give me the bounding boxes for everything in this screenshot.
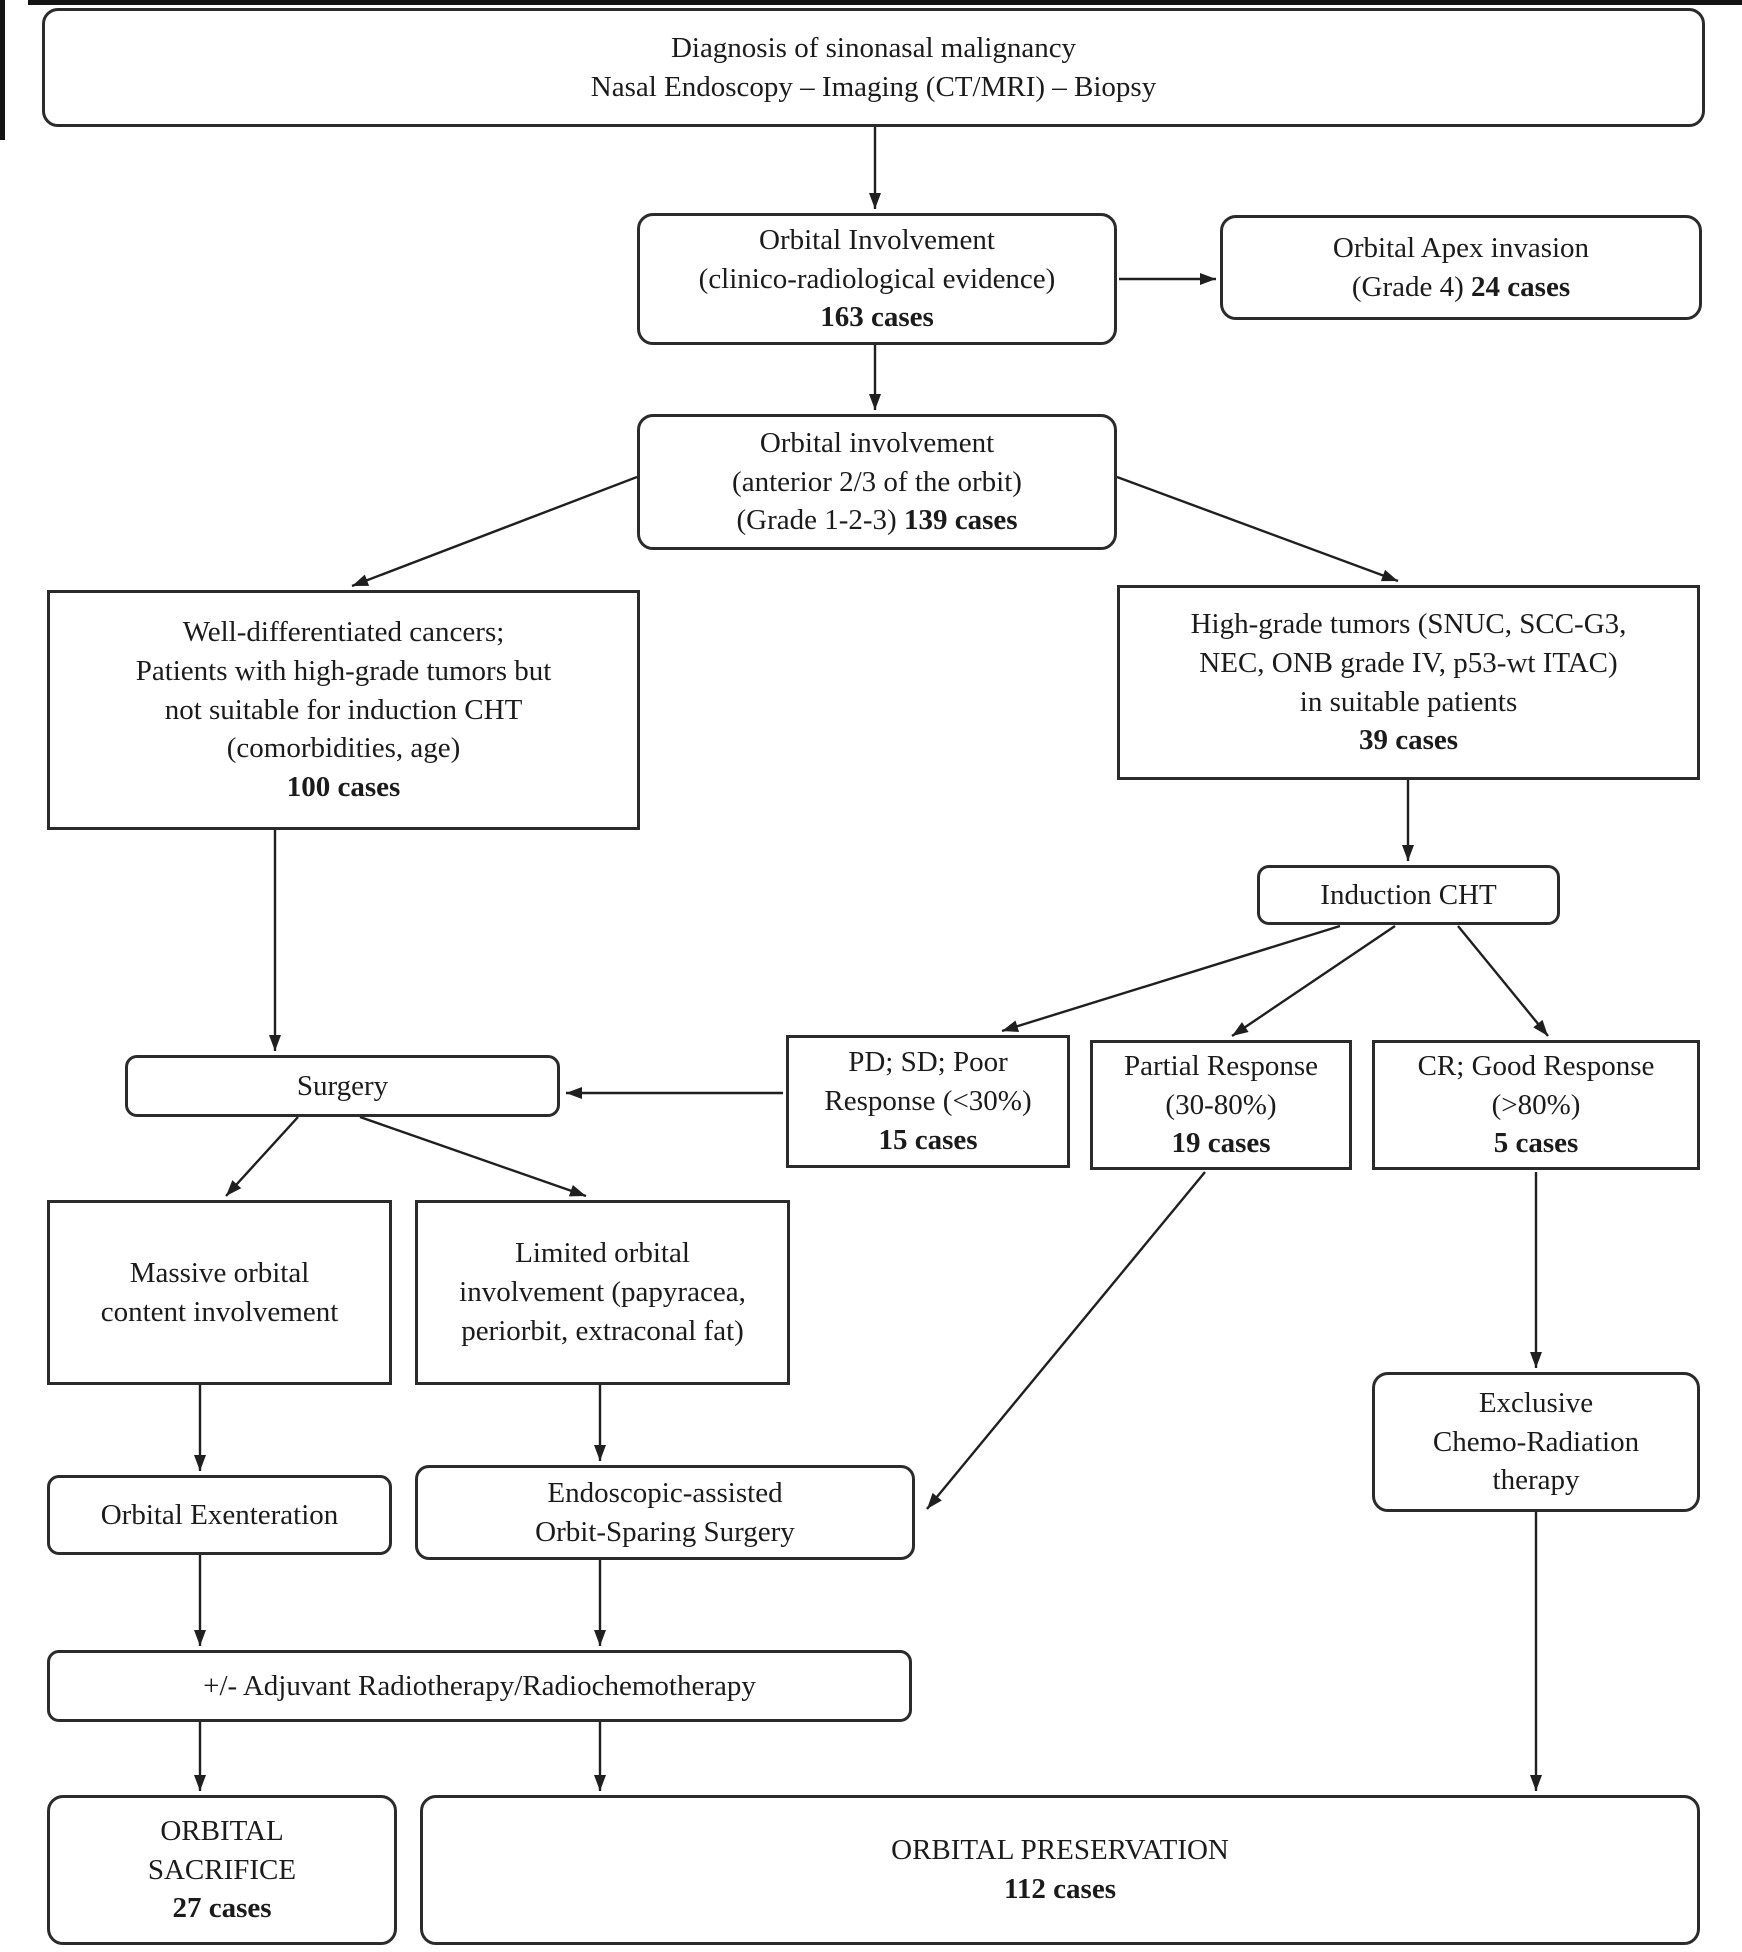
arrow-anterior-to-well-differentiated (352, 477, 637, 586)
orbital-apex-title: Orbital Apex invasion (1332, 231, 1590, 264)
arrow-anterior-to-high-grade (1117, 477, 1398, 581)
scan-artifact-left-edge (0, 0, 5, 140)
poor-response-line2: Response (<30%) (824, 1085, 1032, 1118)
limited-orbital-line3: periorbit, extraconal fat) (461, 1314, 744, 1347)
induction-cht-box (1257, 865, 1560, 925)
arrow-surgery-to-massive (226, 1117, 298, 1196)
orbital-sacrifice-box (47, 1795, 397, 1945)
diagnosis-title: Diagnosis of sinonasal malignancy (670, 31, 1077, 64)
arrow-induction-to-poor-response (1002, 926, 1340, 1031)
arrow-induction-to-partial-response (1232, 926, 1395, 1036)
orbital-exenteration-label: Orbital Exenteration (100, 1498, 339, 1531)
orbital-anterior-box (637, 414, 1117, 550)
orbital-preservation-cases: 112 cases (1004, 1873, 1116, 1905)
endoscopic-surgery-box (415, 1465, 915, 1560)
orbital-involvement-box (637, 213, 1117, 345)
partial-response-box (1090, 1040, 1352, 1170)
well-differentiated-line2: Patients with high-grade tumors but (135, 654, 552, 687)
partial-response-cases: 19 cases (1171, 1127, 1271, 1160)
exclusive-crt-box (1372, 1372, 1700, 1512)
high-grade-line2: NEC, ONB grade IV, p53-wt ITAC) (1199, 646, 1618, 679)
orbital-apex-grade: (Grade 4) (1351, 270, 1464, 303)
orbital-involvement-title: Orbital Involvement (759, 223, 995, 256)
good-response-line2: (>80%) (1491, 1088, 1581, 1121)
orbital-involvement-evidence: (clinico-radiological evidence) (698, 262, 1056, 295)
surgery-box (125, 1055, 560, 1117)
orbital-preservation-box (420, 1795, 1700, 1945)
diagnosis-box (42, 8, 1705, 127)
endoscopic-surgery-line1: Endoscopic-assisted (547, 1476, 783, 1509)
exclusive-crt-line3: therapy (1492, 1464, 1580, 1497)
well-differentiated-line4: (comorbidities, age) (226, 732, 461, 765)
endoscopic-surgery-line2: Orbit-Sparing Surgery (535, 1515, 795, 1548)
orbital-sacrifice-line1: ORBITAL (160, 1814, 284, 1847)
high-grade-line3: in suitable patients (1299, 685, 1518, 718)
poor-response-box (786, 1035, 1070, 1168)
well-differentiated-line3: not suitable for induction CHT (164, 693, 523, 726)
orbital-anterior-extent: (anterior 2/3 of the orbit) (732, 465, 1022, 498)
orbital-anterior-cases: 139 cases (903, 504, 1018, 537)
poor-response-line1: PD; SD; Poor (848, 1046, 1008, 1079)
adjuvant-radiotherapy-box (47, 1650, 912, 1722)
limited-orbital-line1: Limited orbital (515, 1237, 690, 1270)
orbital-sacrifice-cases: 27 cases (172, 1892, 272, 1925)
exclusive-crt-line2: Chemo-Radiation (1432, 1425, 1640, 1458)
adjuvant-radiotherapy-label: +/- Adjuvant Radiotherapy/Radiochemotherapy (203, 1669, 756, 1702)
well-differentiated-line1: Well-differentiated cancers; (182, 615, 505, 648)
orbital-apex-box (1220, 215, 1702, 320)
orbital-anterior-grade-line (736, 501, 1017, 540)
orbital-involvement-cases: 163 cases (820, 301, 934, 334)
arrow-surgery-to-limited (360, 1117, 586, 1196)
induction-cht-label: Induction CHT (1320, 878, 1497, 911)
orbital-preservation-line1: ORBITAL PRESERVATION (891, 1834, 1229, 1867)
exclusive-crt-line1: Exclusive (1478, 1386, 1594, 1419)
partial-response-line1: Partial Response (1123, 1049, 1319, 1082)
good-response-cases: 5 cases (1493, 1127, 1579, 1160)
arrow-induction-to-good-response (1458, 926, 1548, 1036)
orbital-apex-grade-line (1352, 268, 1570, 307)
high-grade-line1: High-grade tumors (SNUC, SCC-G3, (1190, 607, 1627, 640)
orbital-exenteration-box (47, 1475, 392, 1555)
high-grade-box (1117, 585, 1700, 780)
massive-orbital-line1: Massive orbital (129, 1256, 310, 1289)
high-grade-cases: 39 cases (1358, 724, 1459, 757)
orbital-apex-cases: 24 cases (1471, 270, 1571, 303)
orbital-anterior-title: Orbital involvement (759, 426, 995, 459)
limited-orbital-line2: involvement (papyracea, (459, 1276, 746, 1309)
massive-orbital-line2: content involvement (100, 1295, 339, 1328)
good-response-box (1372, 1040, 1700, 1170)
limited-orbital-box (415, 1200, 790, 1385)
orbital-sacrifice-line2: SACRIFICE (147, 1853, 297, 1886)
poor-response-cases: 15 cases (878, 1123, 978, 1156)
diagnosis-workup: Nasal Endoscopy – Imaging (CT/MRI) – Biopsy (590, 70, 1157, 103)
massive-orbital-box (47, 1200, 392, 1385)
well-differentiated-box (47, 590, 640, 830)
good-response-line1: CR; Good Response (1417, 1049, 1655, 1082)
well-differentiated-cases: 100 cases (286, 771, 401, 804)
orbital-anterior-grade: (Grade 1-2-3) (736, 504, 897, 537)
surgery-label: Surgery (296, 1069, 389, 1102)
arrow-partial-response-to-endoscopic (927, 1172, 1205, 1509)
partial-response-line2: (30-80%) (1165, 1088, 1277, 1121)
scan-artifact-top-edge (28, 0, 1742, 5)
